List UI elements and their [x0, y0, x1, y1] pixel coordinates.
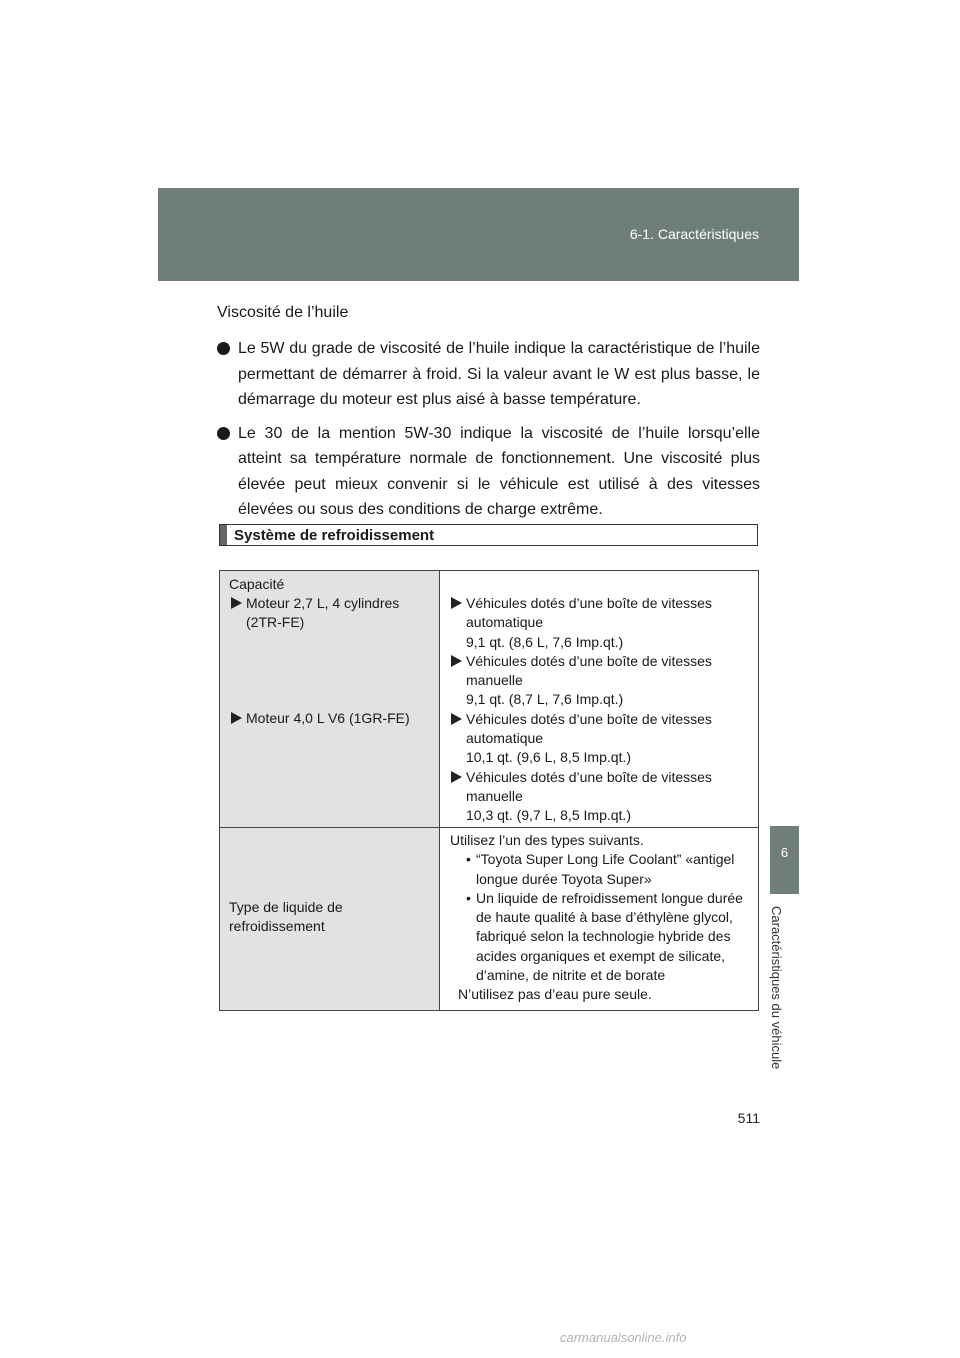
section-heading	[219, 524, 758, 546]
coolant-values-cell	[440, 828, 758, 1010]
subheading: Viscosité de l’huile	[217, 304, 349, 321]
bullet-icon: •	[466, 851, 471, 868]
capacity-item: Véhicules dotés d’une boîte de vitesses automatique 9,1 qt. (8,6 L, 7,6 Imp.qt.)	[441, 594, 746, 652]
capacity-item: Véhicules dotés d’une boîte de vitesses manuelle 10,3 qt. (9,7 L, 8,5 Imp.qt.)	[441, 768, 746, 826]
engine-item: Moteur 2,7 L, 4 cylindres (2TR-FE)	[221, 594, 433, 632]
chapter-number: 6	[780, 845, 789, 860]
specs-table	[219, 570, 759, 1011]
intro-content	[200, 300, 760, 531]
page-number: 511	[737, 1110, 760, 1126]
capacity-label: Capacité	[229, 576, 285, 592]
bullet-paragraph: Le 5W du grade de viscosité de l’huile indique la caractéristique de l’huile permettant de démarrer à froid. Si la valeur avant le W est plus basse, le démarrage du moteur est plus aisé à basse température.	[200, 336, 760, 413]
section-marker	[220, 525, 227, 545]
coolant-item: • “Toyota Super Long Life Coolant” «antigel longue durée Toyota Super»	[466, 851, 735, 887]
coolant-label: Type de liquide de refroidissement	[229, 899, 343, 934]
capacity-item: Véhicules dotés d’une boîte de vitesses manuelle 9,1 qt. (8,7 L, 7,6 Imp.qt.)	[441, 652, 746, 710]
chapter-tab	[770, 826, 799, 894]
arrow-right-icon	[231, 597, 242, 609]
arrow-right-icon	[231, 712, 242, 724]
bullet-paragraph: Le 30 de la mention 5W-30 indique la viscosité de l’huile lorsqu’elle atteint sa température normale de fonctionnement. Une viscosité plus élevée peut mieux convenir si le véhicule est utilisé à des vitesses élevées ou sous des conditions de charge extrême.	[200, 421, 760, 523]
bullet-dot-icon	[217, 342, 230, 355]
capacity-item: Véhicules dotés d’une boîte de vitesses automatique 10,1 qt. (9,6 L, 8,5 Imp.qt.)	[441, 710, 746, 768]
coolant-label-cell	[220, 828, 439, 1010]
arrow-right-icon	[451, 771, 462, 783]
capacity-label-cell	[220, 571, 439, 827]
arrow-right-icon	[451, 655, 462, 667]
section-header: 6-1. Caractéristiques	[629, 226, 759, 242]
arrow-right-icon	[451, 713, 462, 725]
watermark: carmanualsonline.info	[560, 1330, 687, 1345]
section-title: Système de refroidissement	[234, 527, 435, 544]
coolant-note: N’utilisez pas d’eau pure seule.	[458, 986, 652, 1003]
coolant-intro: Utilisez l’un des types suivants.	[450, 832, 644, 848]
chapter-label: Caractéristiques du véhicule	[769, 906, 784, 1070]
header-band	[158, 188, 799, 281]
bullet-icon: •	[466, 889, 471, 906]
capacity-values-cell	[440, 571, 758, 827]
engine-item: Moteur 4,0 L V6 (1GR-FE)	[221, 709, 433, 728]
coolant-item: • Un liquide de refroidissement longue durée de haute qualité à base d’éthylène glycol, fabriqué selon la technologie hybride des acides organiques et exempt de silicate, d’amine, de nitrite et de borate	[466, 889, 743, 984]
bullet-dot-icon	[217, 427, 230, 440]
arrow-right-icon	[451, 597, 462, 609]
